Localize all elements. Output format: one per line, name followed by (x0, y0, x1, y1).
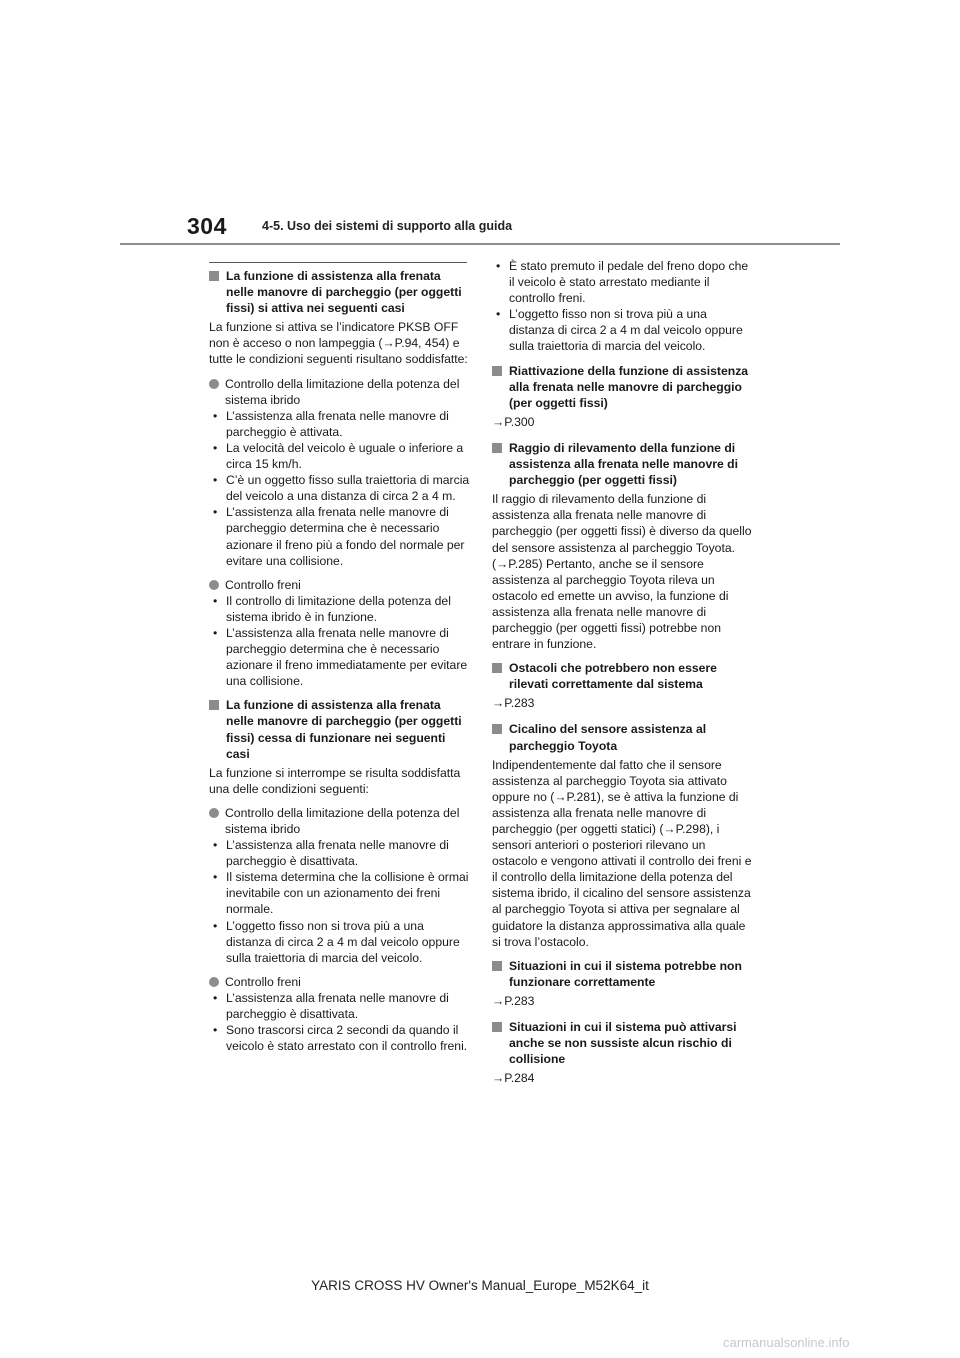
square-bullet-icon (492, 366, 502, 376)
sub-heading (209, 376, 471, 408)
paragraph: Il raggio di rilevamento della funzione di assistenza alla frenata nelle manovre di parcheggio (per oggetti fissi) è diverso da quello del sensore assistenza al parcheggio Toyota. (→P.285) Pertanto, anche se il sensore assistenza al parcheggio Toyota rileva un ostacolo ed emette un avviso, la funzione di assistenza alla frenata nelle manovre di parcheggio (per oggetti fissi) potrebbe non entrare in funzione. (492, 492, 752, 652)
heading-deactivation-conditions (209, 697, 471, 761)
sub-heading-text: Controllo della limitazione della potenza del sistema ibrido (225, 376, 460, 407)
condition-group (209, 577, 471, 690)
bullet-list (209, 990, 471, 1054)
square-bullet-icon (209, 700, 219, 710)
paragraph: La funzione si interrompe se risulta soddisfatta una delle condizioni seguenti: (209, 765, 461, 796)
heading-text: Cicalino del sensore assistenza al parcheggio Toyota (509, 722, 707, 753)
sub-heading-text: Controllo della limitazione della potenza del sistema ibrido (225, 805, 460, 836)
heading-malfunction-situations (492, 958, 754, 990)
square-bullet-icon (492, 1022, 502, 1032)
right-column (492, 258, 754, 1096)
paragraph: La funzione si attiva se l’indicatore PKSB OFF non è acceso o non lampeggia (→P.94, 454) e tutte le condizioni seguenti risultano soddisfatte: (209, 320, 468, 367)
header-divider (120, 243, 840, 245)
sub-heading (209, 974, 471, 990)
list-item: • L’oggetto fisso non si trova più a una distanza di circa 2 a 4 m dal veicolo oppure sulla traiettoria di marcia del veicolo. (213, 918, 460, 965)
sub-heading-text: Controllo freni (225, 577, 301, 592)
list-item: • L’assistenza alla frenata nelle manovre di parcheggio determina che è necessario azionare il freno più a fondo del normale per evitare una collisione. (213, 505, 465, 568)
square-bullet-icon (209, 271, 219, 281)
footer-manual-title: YARIS CROSS HV Owner's Manual_Europe_M52K64_it (311, 1278, 649, 1293)
heading-detection-range (492, 440, 754, 488)
bullet-list (209, 408, 471, 569)
list-item: • L’assistenza alla frenata nelle manovre di parcheggio determina che è necessario azionare il freno immediatamente per evitare una collisione. (213, 625, 468, 689)
circle-bullet-icon (209, 808, 219, 818)
column-top-rule (209, 262, 467, 263)
heading-false-activation (492, 1019, 754, 1067)
list-item: • La velocità del veicolo è uguale o inferiore a circa 15 km/h. (213, 440, 464, 472)
page-number: 304 (187, 213, 227, 239)
section-title: 4-5. Uso dei sistemi di supporto alla guida (262, 219, 513, 233)
list-item: • L’oggetto fisso non si trova più a una distanza di circa 2 a 4 m dal veicolo oppure sulla traiettoria di marcia del veicolo. (496, 307, 743, 354)
square-bullet-icon (492, 443, 502, 453)
heading-text: Ostacoli che potrebbero non essere rilevati correttamente dal sistema (509, 661, 717, 692)
bullet-list-continued (492, 258, 754, 355)
paragraph: Indipendentemente dal fatto che il sensore assistenza al parcheggio Toyota sia attivato oppure no (→P.281), se è attiva la funzione di assistenza alla frenata nelle manovre di parcheggio (per oggetti statici) (→P.298), i sensori anteriori o posteriori rilevano un ostacolo e vengono attivati il controllo dei freni e il controllo della limitazione della potenza del sistema ibrido, il cicalino del sensore assistenza al parcheggio Toyota si attiva per segnalare al guidatore la distanza approssimativa alla quale si trova l’ostacolo. (492, 757, 752, 949)
list-item: • Il controllo di limitazione della potenza del sistema ibrido è in funzione. (213, 593, 451, 624)
sub-heading (209, 577, 471, 593)
sub-heading-text: Controllo freni (225, 974, 301, 989)
bullet-list (209, 837, 471, 966)
heading-text: Raggio di rilevamento della funzione di assistenza alla frenata nelle manovre di parcheggio (per oggetti fissi) (509, 440, 738, 488)
list-item: • L’assistenza alla frenata nelle manovre di parcheggio è disattivata. (213, 990, 449, 1022)
list-item: • È stato premuto il pedale del freno dopo che il veicolo è stato arrestato mediante il controllo freni. (496, 259, 749, 306)
heading-buzzer (492, 721, 754, 753)
list-item: • C’è un oggetto fisso sulla traiettoria di marcia del veicolo a una distanza di circa 2 a 4 m. (213, 473, 470, 504)
bullet-list (209, 593, 471, 690)
condition-group (209, 376, 471, 569)
circle-bullet-icon (209, 977, 219, 987)
heading-text: Situazioni in cui il sistema potrebbe non funzionare correttamente (509, 958, 742, 989)
heading-activation-conditions (209, 268, 471, 316)
page-reference-link[interactable]: →P.284 (492, 1071, 535, 1086)
page-reference-link[interactable]: →P.300 (492, 414, 535, 429)
watermark: carmanualsonline.info (723, 1335, 850, 1350)
square-bullet-icon (492, 961, 502, 971)
heading-text: La funzione di assistenza alla frenata nelle manovre di parcheggio (per oggetti fissi) cessa di funzionare nei seguenti casi (226, 698, 462, 761)
list-item: • Il sistema determina che la collisione è ormai inevitabile con un azionamento dei freni normale. (213, 870, 469, 917)
heading-text: Situazioni in cui il sistema può attivarsi anche se non sussiste alcun rischio di collisione (509, 1020, 737, 1067)
condition-group (209, 805, 471, 966)
heading-undetected-obstacles (492, 660, 754, 692)
list-item: • Sono trascorsi circa 2 secondi da quando il veicolo è stato arrestato con il controllo freni. (213, 1023, 468, 1054)
list-item: • L’assistenza alla frenata nelle manovre di parcheggio è attivata. (213, 408, 449, 439)
circle-bullet-icon (209, 379, 219, 389)
list-item: • L’assistenza alla frenata nelle manovre di parcheggio è disattivata. (213, 838, 449, 869)
heading-text: Riattivazione della funzione di assistenza alla frenata nelle manovre di parcheggio (per oggetti fissi) (509, 363, 749, 410)
sub-heading (209, 805, 471, 837)
circle-bullet-icon (209, 580, 219, 590)
page-reference-link[interactable]: →P.283 (492, 993, 535, 1008)
page-reference-link[interactable]: →P.283 (492, 696, 535, 711)
square-bullet-icon (492, 724, 502, 734)
condition-group (209, 974, 471, 1054)
left-column (209, 268, 471, 1062)
square-bullet-icon (492, 663, 502, 673)
heading-reactivation (492, 363, 754, 411)
heading-text: La funzione di assistenza alla frenata nelle manovre di parcheggio (per oggetti fissi) si attiva nei seguenti casi (226, 269, 462, 316)
